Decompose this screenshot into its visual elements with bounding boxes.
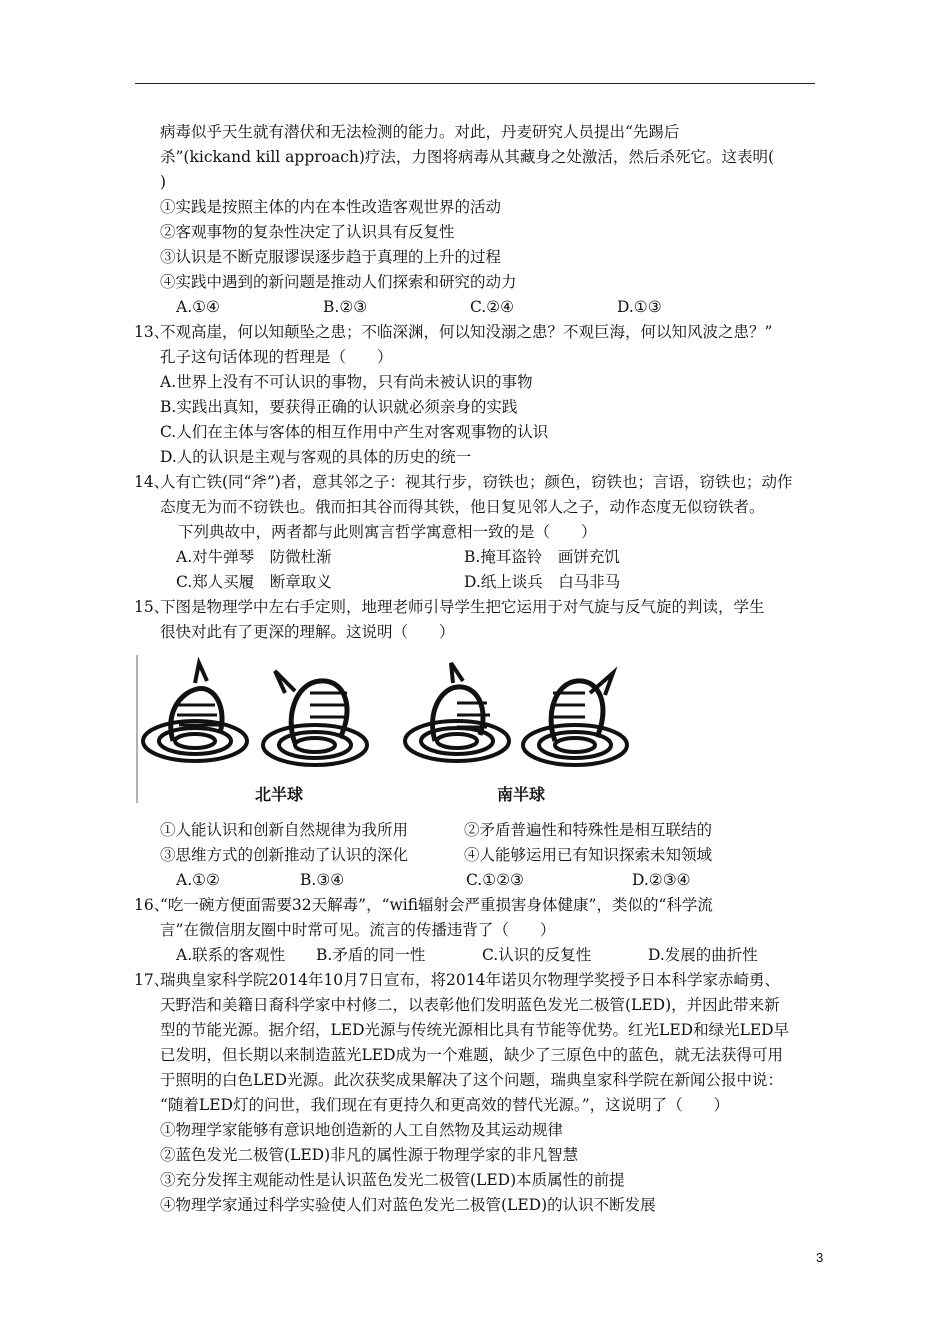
q15-option-a: A.①② — [176, 871, 220, 889]
header-rule — [135, 83, 815, 84]
q12-item-3: ③认识是不断克服谬误逐步趋于真理的上升的过程 — [160, 248, 502, 266]
q14-options-row-2 — [160, 570, 820, 595]
q12-option-b: B.②③ — [323, 298, 368, 316]
q17-item-2: ②蓝色发光二极管(LED)非凡的属性源于物理学家的非凡智慧 — [160, 1146, 579, 1164]
q12-options — [160, 295, 820, 320]
q14-line-3: 下列典故中，两者都与此则寓言哲学寓意相一致的是（ ） — [178, 523, 597, 541]
q15-line-1: 下图是物理学中左右手定则，地理老师引导学生把它运用于对气旋与反气旋的判读，学生 — [160, 598, 765, 616]
q13-line-1: 不观高崖，何以知颠坠之患；不临深渊，何以知没溺之患？不观巨海，何以知风波之患？” — [160, 323, 773, 341]
question-14 — [134, 470, 820, 595]
q12-line-1: 病毒似乎天生就有潜伏和无法检测的能力。对此，丹麦研究人员提出“先踢后 — [160, 123, 680, 141]
q17-item-1: ①物理学家能够有意识地创造新的人工自然物及其运动规律 — [160, 1121, 564, 1139]
q13-option-b: B.实践出真知，要获得正确的认识就必须亲身的实践 — [160, 398, 518, 416]
exam-content — [134, 120, 820, 1218]
q16-option-a: A.联系的客观性 — [176, 946, 286, 964]
q15-option-d: D.②③④ — [632, 871, 691, 889]
q17-line-2: 天野浩和美籍日裔科学家中村修二，以表彰他们发明蓝色发光二极管(LED)，并因此带来新 — [160, 996, 780, 1014]
q17-line-4: 已发明，但长期以来制造蓝光LED成为一个难题，缺少了三原色中的蓝色，就无法获得可用 — [160, 1046, 784, 1064]
q17-item-4: ④物理学家通过科学实验使人们对蓝色发光二极管(LED)的认识不断发展 — [160, 1196, 656, 1214]
q14-option-c: C.郑人买履 断章取义 — [176, 573, 332, 591]
q16-option-b: B.矛盾的同一性 — [316, 946, 426, 964]
panel-4-left-hand — [523, 673, 627, 765]
q16-number: 16、 — [134, 896, 170, 914]
q15-item-3: ③思维方式的创新推动了认识的深化 — [160, 846, 409, 864]
q16-option-d: D.发展的曲折性 — [648, 946, 758, 964]
q15-number: 15、 — [134, 598, 170, 616]
q15-options — [160, 868, 820, 893]
q16-options — [160, 943, 820, 968]
panel-3-right-hand — [405, 663, 509, 761]
panel-1-left-hand — [143, 663, 247, 761]
q14-line-2: 态度无为而不窃铁也。俄而抇其谷而得其铁，他日复见邻人之子，动作态度无似窃铁者。 — [160, 498, 765, 516]
q16-line-2: 言”在微信朋友圈中时常可见。流言的传播违背了（ ） — [160, 921, 556, 939]
question-17 — [134, 968, 820, 1218]
q12-option-c: C.②④ — [470, 298, 515, 316]
q12-line-3: ) — [160, 173, 167, 191]
q12-item-1: ①实践是按照主体的内在本性改造客观世界的活动 — [160, 198, 502, 216]
q15-items-row-1 — [160, 818, 820, 843]
q12-option-a: A.①④ — [176, 298, 220, 316]
question-15 — [134, 595, 820, 893]
q14-option-b: B.掩耳盗铃 画饼充饥 — [464, 548, 620, 566]
q12-item-2: ②客观事物的复杂性决定了认识具有反复性 — [160, 223, 455, 241]
q17-line-3: 型的节能光源。据介绍，LED光源与传统光源相比具有节能等优势。红光LED和绿光LED早 — [160, 1021, 790, 1039]
q15-item-1: ①人能认识和创新自然规律为我所用 — [160, 821, 409, 839]
q13-line-2: 孔子这句话体现的哲理是（ ） — [160, 348, 393, 366]
q13-option-d: D.人的认识是主观与客观的具体的历史的统一 — [160, 448, 472, 466]
q16-line-1: “吃一碗方便面需要32天解毒”，“wifi辐射会严重损害身体健康”，类似的“科学流 — [160, 896, 713, 914]
northern-hemisphere-label: 北半球 — [255, 785, 304, 804]
q15-option-b: B.③④ — [300, 871, 345, 889]
page-number: 3 — [816, 1250, 824, 1265]
q15-item-4: ④人能够运用已有知识探索未知领域 — [464, 846, 713, 864]
q17-item-3: ③充分发挥主观能动性是认识蓝色发光二极管(LED)本质属性的前提 — [160, 1171, 625, 1189]
hand-rule-illustration — [135, 653, 635, 808]
hand-rule-figure — [135, 653, 635, 808]
q15-option-c: C.①②③ — [466, 871, 524, 889]
q13-option-a: A.世界上没有不可认识的事物，只有尚未被认识的事物 — [160, 373, 533, 391]
q17-line-6: “随着LED灯的问世，我们现在有更持久和更高效的替代光源。”，这说明了（ ） — [160, 1096, 730, 1114]
q17-line-5: 于照明的白色LED光源。此次获奖成果解决了这个问题，瑞典皇家科学院在新闻公报中说： — [160, 1071, 784, 1089]
q14-options-row-1 — [160, 545, 820, 570]
q12-item-4: ④实践中遇到的新问题是推动人们探索和研究的动力 — [160, 273, 517, 291]
q14-line-1: 人有亡铁(同“斧”)者，意其邻之子：视其行步，窃铁也；颜色，窃铁也；言语，窃铁也；动作 — [160, 473, 793, 491]
q13-option-c: C.人们在主体与客体的相互作用中产生对客观事物的认识 — [160, 423, 549, 441]
question-13 — [134, 320, 820, 470]
q14-number: 14、 — [134, 473, 170, 491]
southern-hemisphere-label: 南半球 — [497, 785, 546, 804]
q15-items-row-2 — [160, 843, 820, 868]
q12-line-2: 杀”(kickand kill approach)疗法，力图将病毒从其藏身之处激活，然后杀死它。这表明( — [160, 148, 774, 166]
q16-option-c: C.认识的反复性 — [482, 946, 592, 964]
question-12 — [160, 120, 820, 320]
q14-option-d: D.纸上谈兵 白马非马 — [464, 573, 621, 591]
q13-number: 13、 — [134, 323, 170, 341]
panel-2-right-hand — [263, 671, 367, 765]
q15-item-2: ②矛盾普遍性和特殊性是相互联结的 — [464, 821, 713, 839]
q12-option-d: D.①③ — [617, 298, 662, 316]
q17-line-1: 瑞典皇家科学院2014年10月7日宣布，将2014年诺贝尔物理学奖授予日本科学家赤崎勇、 — [160, 971, 780, 989]
q17-number: 17、 — [134, 971, 170, 989]
q15-line-2: 很快对此有了更深的理解。这说明（ ） — [160, 623, 455, 641]
question-16 — [134, 893, 820, 968]
q14-option-a: A.对牛弹琴 防微杜渐 — [176, 548, 332, 566]
